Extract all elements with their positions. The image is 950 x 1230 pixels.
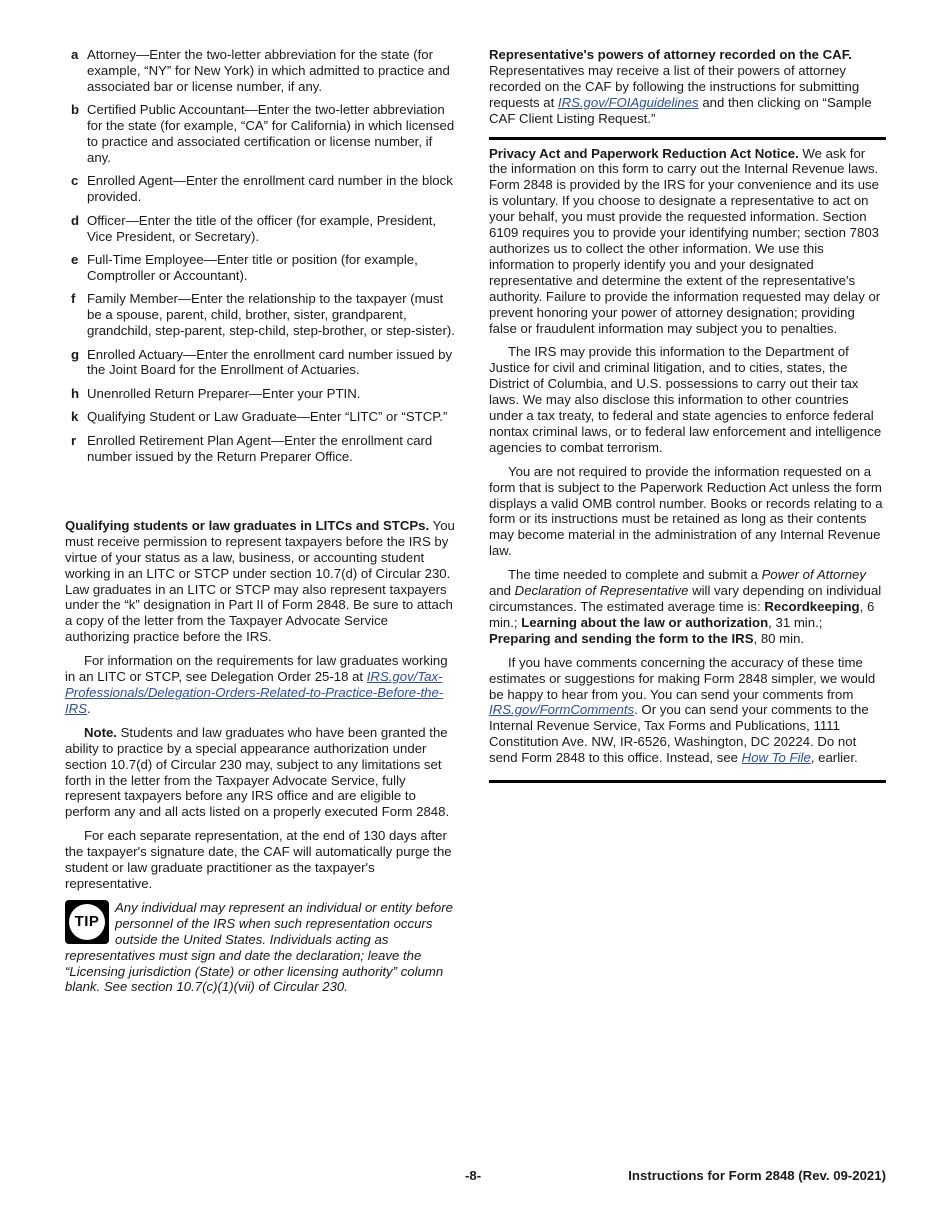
list-item: b Certified Public Accountant—Enter the two-letter abbreviation for the state (for example, “CA” for California) in which licensed to practice and associated certification or license number, if any.: [71, 102, 455, 165]
disclose-paragraph: The IRS may provide this information to the Department of Justice for civil and criminal litigation, and to cities, states, the District of Columbia, and U.S. possessions to carry out their tax laws. We may also disclose this information to other countries under a tax treaty, to federal and state agencies to enforce federal nontax criminal laws, or to federal law enforcement and intelligence agencies to combat terrorism.: [489, 344, 882, 455]
list-item: c Enrolled Agent—Enter the enrollment card number in the block provided.: [71, 173, 453, 205]
form-name: Instructions for Form 2848 (Rev. 09-2021): [628, 1168, 886, 1183]
tip-icon: TIP: [65, 900, 109, 944]
how-to-file-link[interactable]: How To File: [741, 750, 811, 766]
form-comments-link[interactable]: IRS.gov/FormComments: [489, 702, 635, 718]
privacy-heading: Privacy Act and Paperwork Reduction Act Notice.: [489, 145, 799, 161]
list-item: a Attorney—Enter the two-letter abbreviation for the state (for example, “NY” for New York) in which admitted to practice and associated bar or license number, if any.: [71, 47, 450, 94]
qualifying-text: You must receive permission to represent taxpayers before the IRS by virtue of your status as a law, business, or accounting student working in an LITC or STCP under section 10.7(d) of Circular 230. Law graduates in an LITC or STCP may also represent taxpayers under the “k” designation in Part II of Form 2848. Be sure to attach a copy of the letter from the Taxpayer Advocate Service authorizing practice before the IRS.: [65, 517, 455, 645]
info-paragraph: For information on the requirements for law graduates working in an LITC or STCP, see Delegation Order 25-18 at IRS.gov/Tax-Professionals/Delegation-Orders-Related-to-Practice-Before-the-IRS.: [65, 653, 448, 716]
qualifying-heading: Qualifying students or law graduates in LITCs and STCPs.: [65, 517, 430, 533]
list-item: g Enrolled Actuary—Enter the enrollment card number issued by the Joint Board for the Enrollment of Actuaries.: [71, 346, 453, 378]
list-item: f Family Member—Enter the relationship to the taxpayer (must be a spouse, parent, child, brother, sister, grandparent, grandchild, step-parent, step-child, step-brother, or step-sister).: [71, 291, 455, 339]
tip-text: Any individual may represent an individual or entity before personnel of the IRS when such representation occurs outside the United States. Individuals acting as representatives must sign and date the declaration; leave the “Licensing jurisdiction (State) or other licensing authority” column blank. See section 10.7(c)(1)(vii) of Circular 230.: [65, 899, 453, 995]
caf-paragraph: Representative's powers of attorney recorded on the CAF. Representatives may receive a list of their powers of attorney recorded on the CAF by following the instructions for submitting requests at IRS.gov/FOIAguidelines and then clicking on “Sample CAF Client Listing Request.”: [489, 47, 872, 126]
note-label: Note.: [84, 724, 117, 740]
list-item: e Full-Time Employee—Enter title or position (for example, Comptroller or Accountant).: [71, 251, 418, 283]
privacy-paragraph: Privacy Act and Paperwork Reduction Act Notice. We ask for the information on this form to carry out the Internal Revenue laws. Form 2848 is provided by the IRS for your convenience and its use is voluntary. If you choose to designate a representative to act on your behalf, you must provide the requested information. Section 6109 requires you to provide your identifying number; section 7803 authorizes us to collect the other information. We use this information to properly identify you and your designated representative and determine the extent of the representative's authority. Failure to provide the information requested may delay or prevent honoring your power of attorney designation; providing false or fraudulent information may subject you to penalties.: [489, 145, 881, 336]
section-divider: [489, 137, 886, 140]
time-paragraph: The time needed to complete and submit a Power of Attorney and Declaration of Representative will vary depending on individual circumstances. The estimated average time is: Recordkeeping, 6 min.; Learning about the law or authorization, 31 min.; Preparing and sending the form to the IRS, 80 min.: [489, 567, 882, 646]
list-item: d Officer—Enter the title of the officer (for example, President, Vice President, or Secretary).: [71, 212, 437, 244]
page-number: -8-: [465, 1168, 482, 1183]
left-column: [65, 47, 455, 995]
foia-guidelines-link[interactable]: IRS.gov/FOIAguidelines: [557, 94, 699, 110]
end-divider: [489, 780, 886, 783]
delegation-order-link[interactable]: IRS.gov/Tax-Professionals/Delegation-Orders-Related-to-Practice-Before-the-IRS: [65, 669, 444, 716]
list-item: k Qualifying Student or Law Graduate—Enter “LITC” or “STCP.”: [71, 409, 448, 425]
tip-block: [65, 900, 455, 995]
license-list: [65, 47, 455, 464]
comments-paragraph: If you have comments concerning the accuracy of these time estimates or suggestions for making Form 2848 simpler, we would be happy to hear from you. You can send your comments from IRS.gov/FormComments. Or you can send your comments to the Internal Revenue Service, Tax Forms and Publications, 1111 Constitution Ave. NW, IR-6526, Washington, DC 20224. Do not send Form 2848 to this office. Instead, see How To File, earlier.: [489, 654, 876, 766]
list-item: h Unenrolled Return Preparer—Enter your PTIN.: [71, 385, 361, 401]
qualifying-paragraph: [65, 518, 455, 645]
separate-representation-paragraph: For each separate representation, at the end of 130 days after the taxpayer's signature date, the CAF will automatically purge the student or law graduate practitioner as the taxpayer's representative.: [65, 828, 452, 891]
omb-paragraph: You are not required to provide the information requested on a form that is subject to the Paperwork Reduction Act unless the form displays a valid OMB control number. Books or records relating to a form or its instructions must be retained as long as their contents may become material in the administration of any Internal Revenue law.: [489, 463, 883, 559]
note-paragraph: Note. Students and law graduates who have been granted the ability to practice by a special appearance authorization under section 10.7(d) of Circular 230 may, subject to any limitations set forth in the letter from the Taxpayer Advocate Service, fully represent taxpayers before any IRS office and are eligible to perform any and all acts listed on a properly executed Form 2848.: [65, 724, 450, 820]
list-item: r Enrolled Retirement Plan Agent—Enter the enrollment card number issued by the Return Preparer Office.: [71, 432, 433, 464]
caf-heading: Representative's powers of attorney recorded on the CAF.: [489, 47, 852, 62]
right-column: [489, 47, 886, 789]
